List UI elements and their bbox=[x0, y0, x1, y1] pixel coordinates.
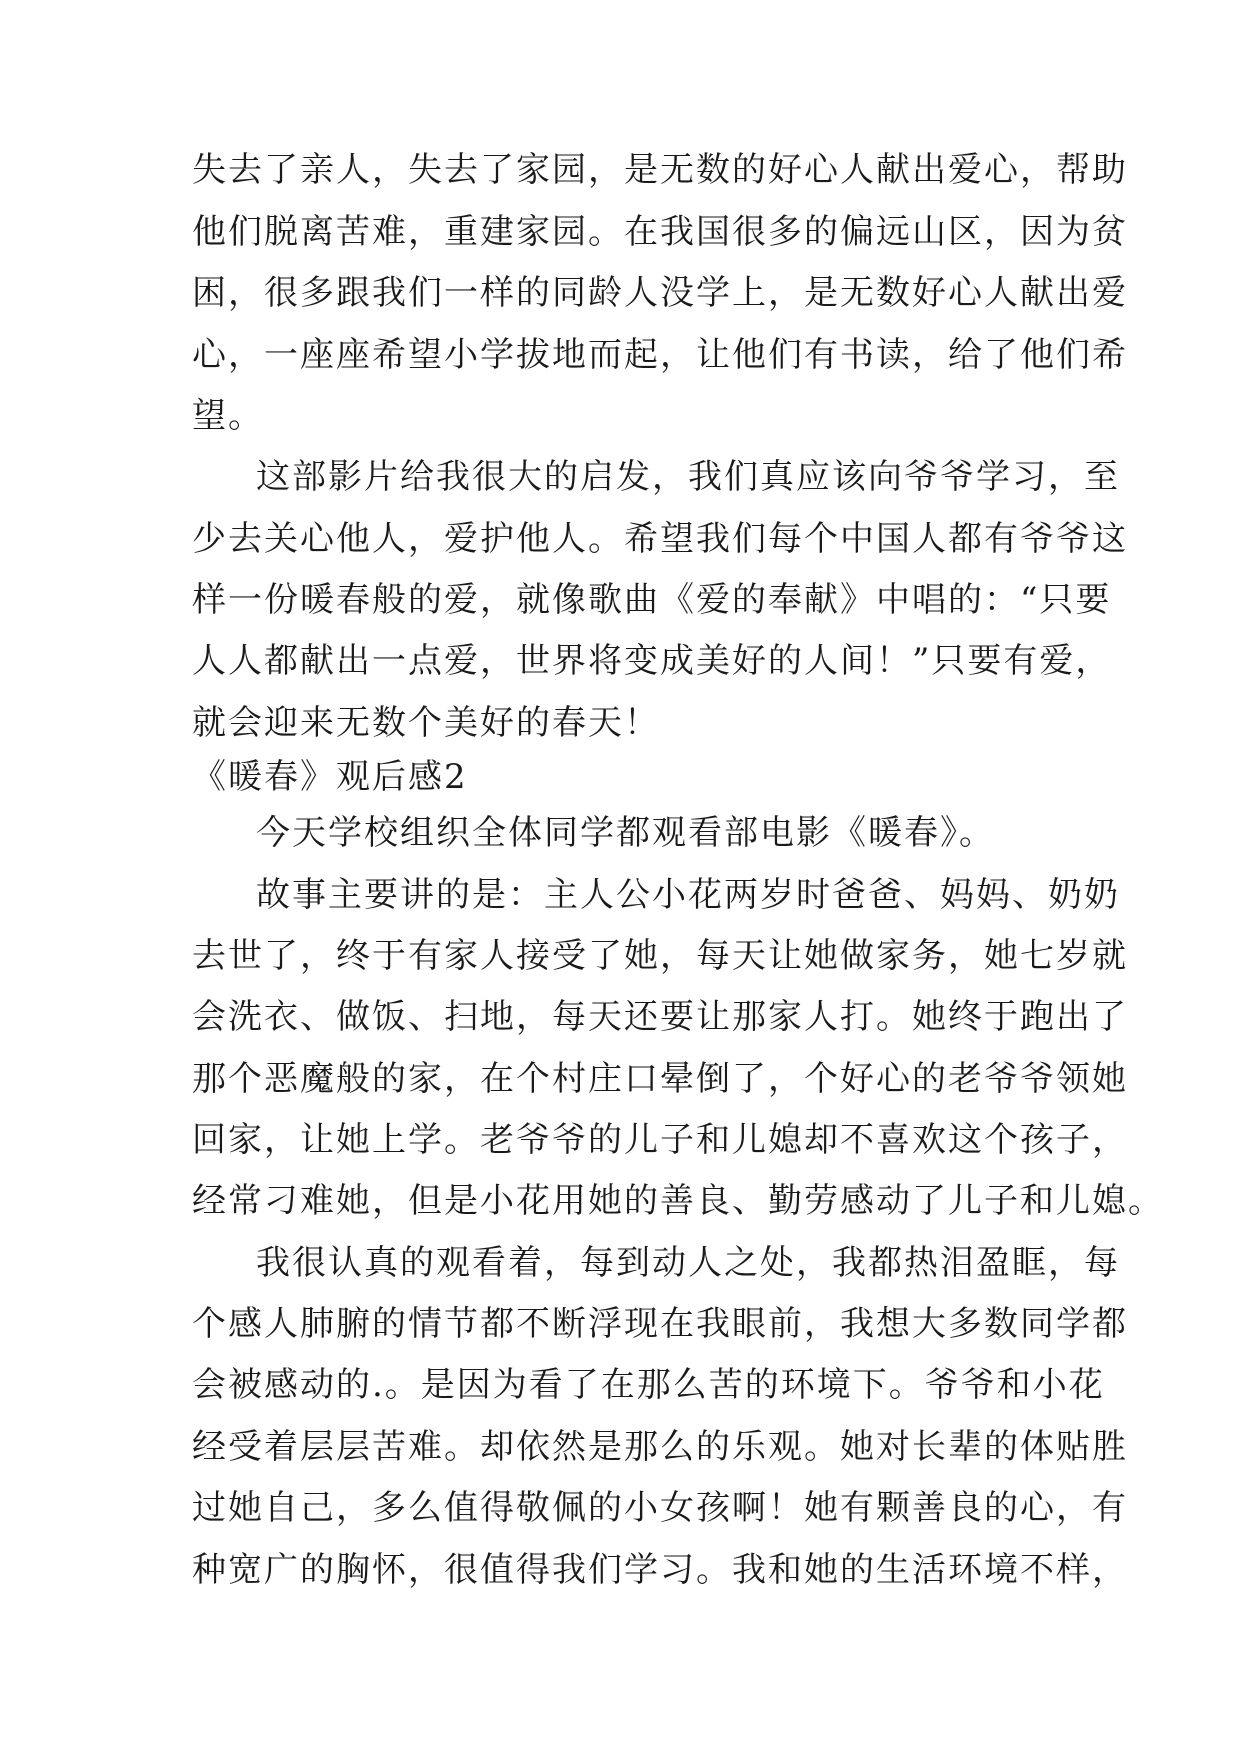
paragraph-line: 人人都献出一点爱，世界将变成美好的人间！”只要有爱， bbox=[192, 641, 1112, 681]
paragraph-line: 去世了，终于有家人接受了她，每天让她做家务，她七岁就 bbox=[192, 936, 1128, 976]
paragraph-line: 失去了亲人，失去了家园，是无数的好心人献出爱心，帮助 bbox=[192, 150, 1128, 190]
paragraph-line: 困，很多跟我们一样的同龄人没学上，是无数好心人献出爱 bbox=[192, 273, 1128, 313]
paragraph-line: 种宽广的胸怀，很值得我们学习。我和她的生活环境不样， bbox=[192, 1550, 1128, 1590]
paragraph-line: 经常刁难她，但是小花用她的善良、勤劳感动了儿子和儿媳。 bbox=[192, 1181, 1164, 1221]
paragraph-line: 回家，让她上学。老爷爷的儿子和儿媳却不喜欢这个孩子， bbox=[192, 1120, 1128, 1160]
paragraph-line: 我很认真的观看着，每到动人之处，我都热泪盈眶，每 bbox=[256, 1243, 1120, 1283]
paragraph-line: 过她自己，多么值得敬佩的小女孩啊！她有颗善良的心，有 bbox=[192, 1488, 1128, 1528]
paragraph-line: 他们脱离苦难，重建家园。在我国很多的偏远山区，因为贫 bbox=[192, 212, 1128, 252]
paragraph-line: 这部影片给我很大的启发，我们真应该向爷爷学习，至 bbox=[256, 457, 1120, 497]
paragraph-line: 故事主要讲的是：主人公小花两岁时爸爸、妈妈、奶奶 bbox=[256, 875, 1120, 915]
paragraph-line: 会洗衣、做饭、扫地，每天还要让那家人打。她终于跑出了 bbox=[192, 997, 1128, 1037]
paragraph-line: 心，一座座希望小学拔地而起，让他们有书读，给了他们希 bbox=[192, 335, 1128, 375]
paragraph-line: 会被感动的.。是因为看了在那么苦的环境下。爷爷和小花 bbox=[192, 1365, 1105, 1405]
paragraph-line: 就会迎来无数个美好的春天！ bbox=[192, 703, 660, 743]
paragraph-line: 那个恶魔般的家，在个村庄口晕倒了，个好心的老爷爷领她 bbox=[192, 1059, 1128, 1099]
section-heading: 《暖春》观后感2 bbox=[192, 757, 468, 797]
paragraph-line: 少去关心他人，爱护他人。希望我们每个中国人都有爷爷这 bbox=[192, 519, 1128, 559]
paragraph-line: 个感人肺腑的情节都不断浮现在我眼前，我想大多数同学都 bbox=[192, 1304, 1128, 1344]
paragraph-line: 样一份暖春般的爱，就像歌曲《爱的奉献》中唱的：“只要 bbox=[192, 580, 1112, 620]
paragraph-line: 今天学校组织全体同学都观看部电影《暖春》。 bbox=[256, 813, 995, 853]
paragraph-line: 经受着层层苦难。却依然是那么的乐观。她对长辈的体贴胜 bbox=[192, 1427, 1128, 1467]
paragraph-line: 望。 bbox=[192, 396, 264, 436]
